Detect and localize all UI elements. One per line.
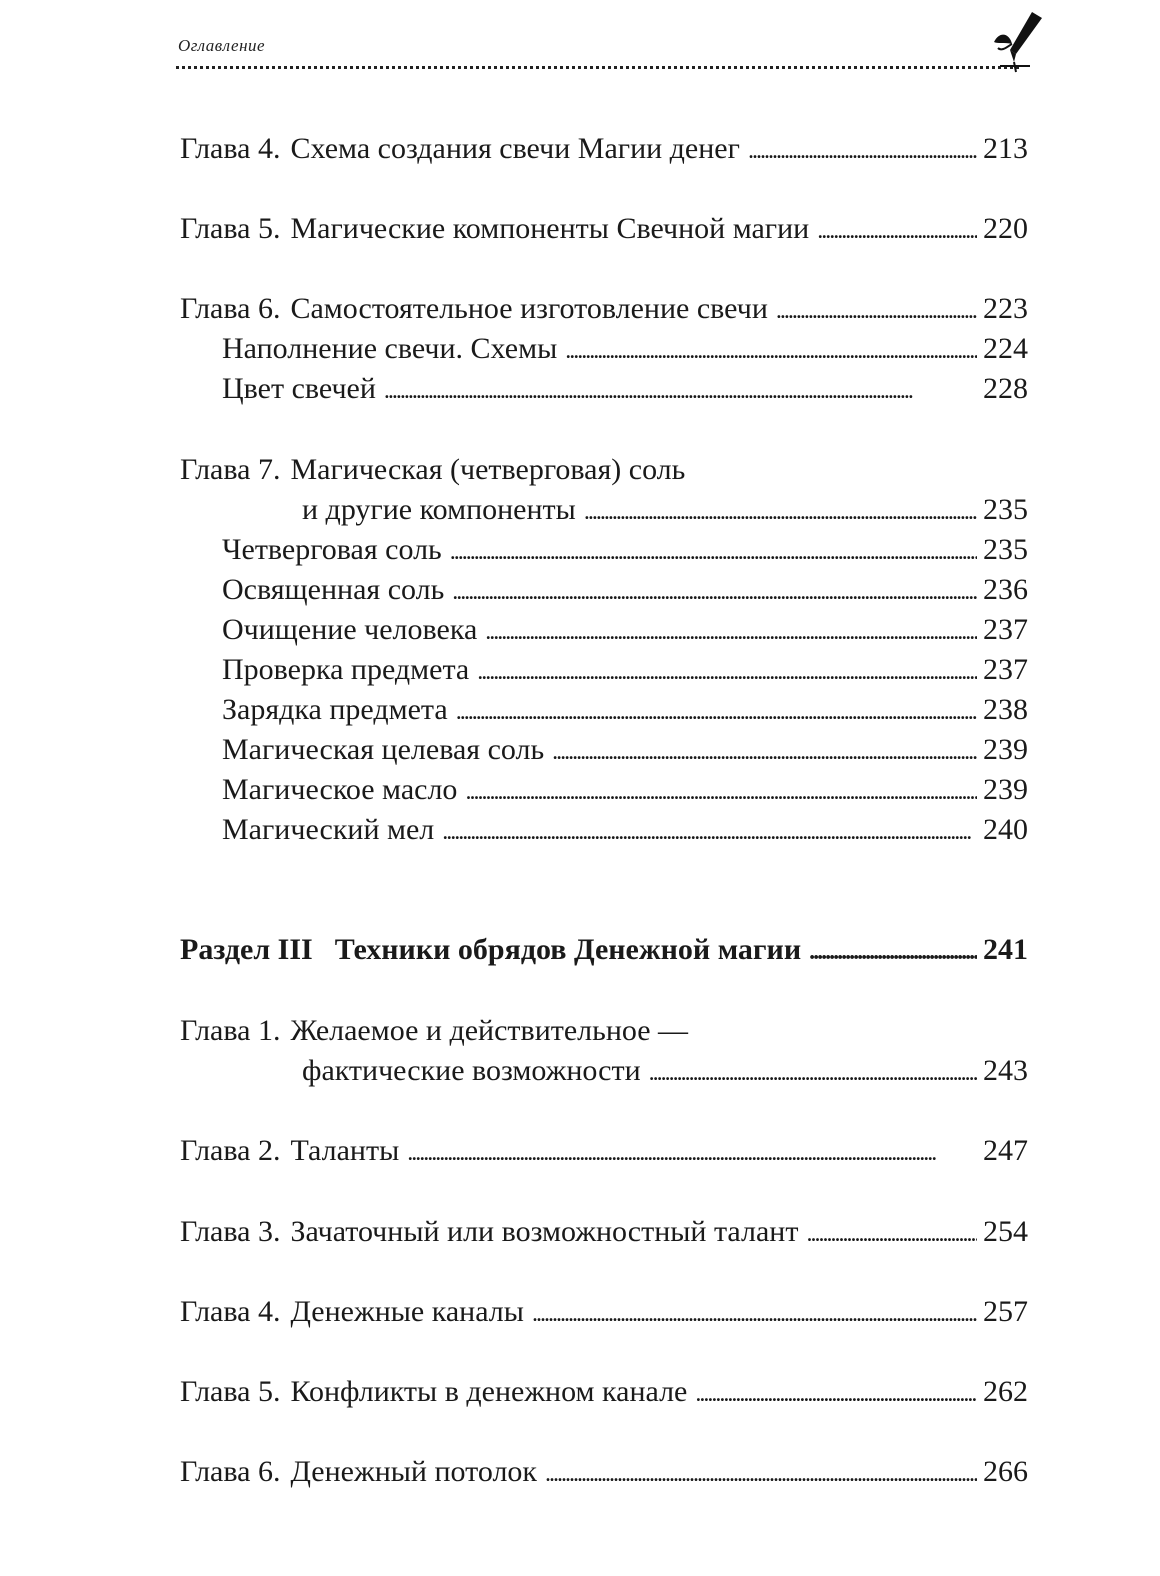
toc-entry [180, 291, 1028, 327]
entry-title: Магическая (четверговая) соль [290, 453, 686, 486]
page-number: 237 [983, 613, 1028, 646]
entry-title: Зарядка предмета [222, 693, 448, 726]
page-number: 243 [983, 1054, 1028, 1087]
toc-entry [180, 1214, 1028, 1250]
toc-entry [180, 1133, 1028, 1169]
entry-title: Магическое масло [222, 773, 458, 806]
toc-entry [180, 1374, 1028, 1410]
entry-title: Денежный потолок [290, 1455, 538, 1488]
entry-title: и другие компоненты [302, 493, 576, 526]
page-number: 262 [983, 1375, 1028, 1408]
dot-leader [450, 532, 977, 570]
entry-title: Освященная соль [222, 573, 445, 606]
page-number: 240 [983, 813, 1028, 846]
page-number: 241 [983, 933, 1028, 966]
page-number: 257 [983, 1295, 1028, 1328]
page-number: 266 [983, 1455, 1028, 1488]
toc-subentry [222, 812, 1028, 848]
entry-title: Проверка предмета [222, 653, 470, 686]
dot-leader [452, 572, 977, 610]
page-number: 220 [983, 212, 1028, 245]
entry-title: Таланты [290, 1134, 400, 1167]
page-number: 213 [983, 132, 1028, 165]
entry-label: Глава 1. [180, 1014, 281, 1047]
entry-label: Глава 6. [180, 1455, 281, 1488]
entry-title: Магические компоненты Свечной магии [290, 212, 810, 245]
entry-title: Очищение человека [222, 613, 478, 646]
toc-subentry [222, 532, 1028, 568]
toc-entry [180, 1294, 1028, 1330]
toc-subentry [222, 371, 1028, 407]
dot-leader [485, 612, 977, 650]
entry-title: Цвет свечей [222, 372, 376, 405]
entry-title: Магический мел [222, 813, 435, 846]
page-number: 228 [983, 372, 1028, 405]
entry-title: Зачаточный или возможностный талант [290, 1215, 799, 1248]
dot-leader [776, 291, 977, 329]
entry-title: Схема создания свечи Магии денег [290, 132, 740, 165]
toc-subentry [222, 772, 1028, 808]
entry-title: Наполнение свечи. Схемы [222, 332, 558, 365]
toc-subentry [222, 732, 1028, 768]
toc-entry [180, 1454, 1028, 1490]
running-title: Оглавление [178, 36, 266, 55]
dot-leader [552, 732, 977, 770]
dot-leader [442, 812, 977, 850]
toc-subentry [222, 331, 1028, 367]
page-number: 247 [983, 1134, 1028, 1167]
entry-title: Желаемое и действительное — [290, 1014, 689, 1047]
dot-leader [584, 492, 977, 530]
toc-entry [180, 131, 1028, 167]
quill-pen-icon [986, 8, 1046, 74]
entry-title: Четверговая соль [222, 533, 442, 566]
dot-leader [532, 1294, 977, 1332]
dot-leader [545, 1454, 977, 1492]
page-number: 235 [983, 533, 1028, 566]
dot-leader [465, 772, 977, 810]
toc-entry [180, 211, 1028, 247]
dot-leader [407, 1133, 977, 1171]
page-number: 236 [983, 573, 1028, 606]
dot-leader [817, 211, 977, 249]
dot-leader [649, 1053, 977, 1091]
dot-leader [565, 331, 977, 369]
entry-label: Глава 4. [180, 1295, 281, 1328]
entry-label: Глава 5. [180, 1375, 281, 1408]
dot-leader [477, 652, 977, 690]
dot-leader [456, 692, 977, 730]
toc-subentry [222, 612, 1028, 648]
entry-title: Конфликты в денежном канале [290, 1375, 688, 1408]
entry-title: фактические возможности [302, 1054, 641, 1087]
toc-subentry [222, 572, 1028, 608]
entry-title: Магическая целевая соль [222, 733, 545, 766]
entry-label: Глава 5. [180, 212, 281, 245]
page-number: 223 [983, 292, 1028, 325]
toc-entry [180, 1013, 1028, 1049]
dot-leader [384, 371, 977, 409]
toc-entry-continuation [302, 1053, 1028, 1089]
toc-subentry [222, 652, 1028, 688]
entry-label: Глава 3. [180, 1215, 281, 1248]
page-number: 239 [983, 733, 1028, 766]
entry-label: Глава 7. [180, 453, 281, 486]
page-number: 224 [983, 332, 1028, 365]
section-label: Раздел III [180, 933, 313, 966]
toc-entry [180, 452, 1028, 488]
dot-leader [809, 932, 977, 970]
page-number: 238 [983, 693, 1028, 726]
entry-label: Глава 4. [180, 132, 281, 165]
dot-leader [748, 131, 977, 169]
page-number: 254 [983, 1215, 1028, 1248]
entry-title: Самостоятельное изготовление свечи [290, 292, 768, 325]
entry-label: Глава 2. [180, 1134, 281, 1167]
dot-leader [806, 1214, 977, 1252]
dot-leader [695, 1374, 977, 1412]
toc-section-heading [180, 932, 1028, 968]
header-dotted-rule [176, 66, 1019, 69]
page-number: 239 [983, 773, 1028, 806]
entry-title: Денежные каналы [290, 1295, 524, 1328]
toc-subentry [222, 692, 1028, 728]
page-number: 237 [983, 653, 1028, 686]
toc-entry-continuation [302, 492, 1028, 528]
page-number: 235 [983, 493, 1028, 526]
entry-title: Техники обрядов Денежной магии [334, 933, 802, 966]
entry-label: Глава 6. [180, 292, 281, 325]
